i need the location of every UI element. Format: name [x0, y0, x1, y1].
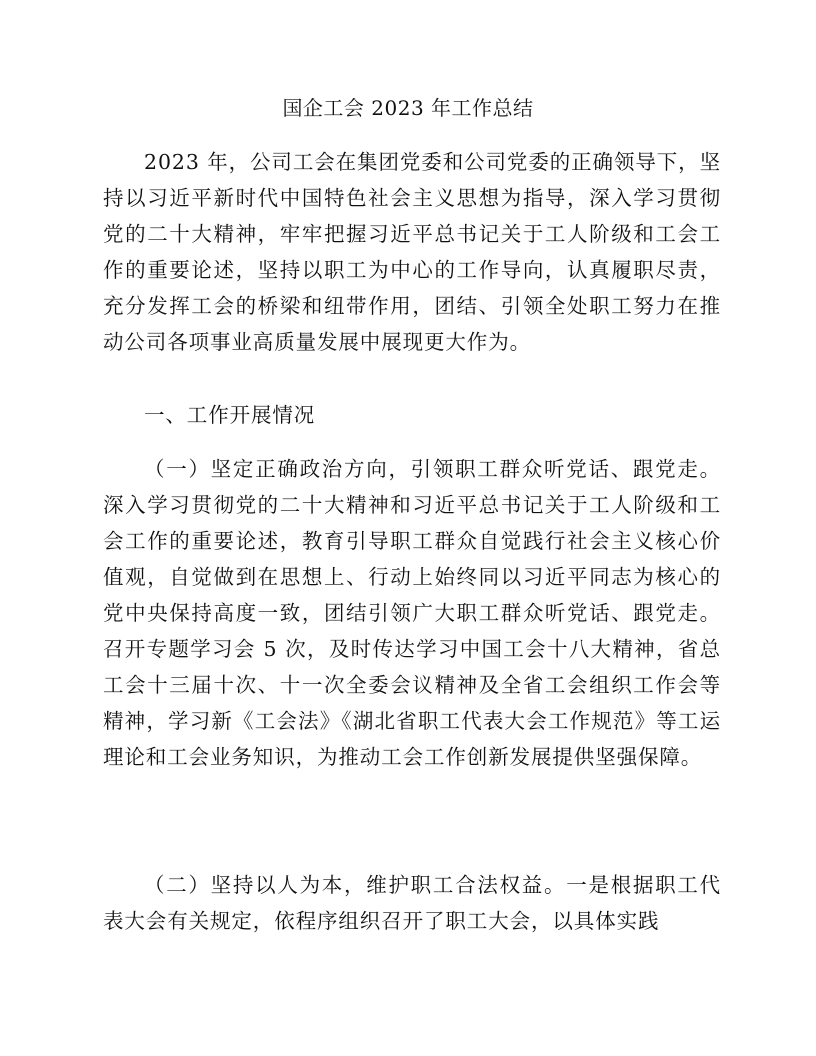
paragraph-intro: 2023 年，公司工会在集团党委和公司党委的正确领导下，坚持以习近平新时代中国特色社会主义思想为指导，深入学习贯彻党的二十大精神，牢牢把握习近平总书记关于工人阶级和工会工作的重要论述，坚持以职工为中心的工作导向，认真履职尽责，充分发挥工会的桥梁和纽带作用，团结、引领全处职工努力在推动公司各项事业高质量发展中展现更大作为。 [103, 150, 721, 354]
paragraph-worker-rights: （二）坚持以人为本，维护职工合法权益。一是根据职工代表大会有关规定，依程序组织召开了职工大会，以具体实践 [103, 873, 721, 933]
paragraph-political-direction: （一）坚定正确政治方向，引领职工群众听党话、跟党走。深入学习贯彻党的二十大精神和习近平总书记关于工人阶级和工会工作的重要论述，教育引导职工群众自觉践行社会主义核心价值观，自觉做到在思想上、行动上始终同以习近平同志为核心的党中央保持高度一致，团结引领广大职工群众听党话、跟党走。召开专题学习会 5 次，及时传达学习中国工会十八大精神，省总工会十三届十次、十一次全委会议精神及全省工会组织工作会等精神，学习新《工会法》《湖北省职工代表大会工作规范》等工运理论和工会业务知识，为推动工会工作创新发展提供坚强保障。 [103, 457, 721, 769]
section-heading: 一、工作开展情况 [144, 403, 316, 427]
document-title: 国企工会 2023 年工作总结 [282, 96, 534, 120]
